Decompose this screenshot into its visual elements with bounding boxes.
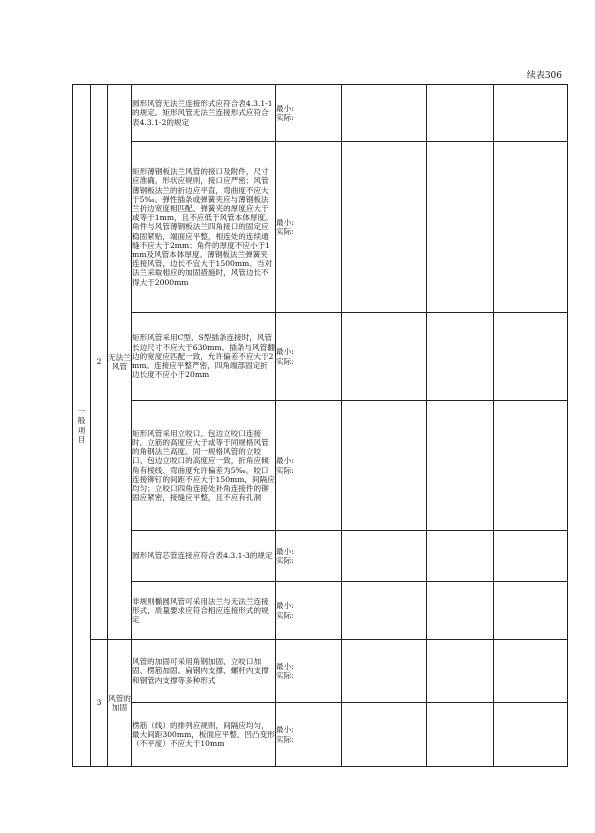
check-cell (276, 401, 342, 531)
check-cell (276, 142, 342, 313)
group-name-cell (108, 85, 132, 640)
min-label: 最小: (276, 217, 294, 227)
group-name-cell (108, 640, 132, 767)
actual-label: 实际: (276, 610, 294, 620)
group-number-cell (91, 85, 108, 640)
requirement-text: 楞筋（线）的排列应规则，间隔应均匀，最大间距300mm，板面应平整，凹凸变形（不平度）不应大于10mm (132, 720, 275, 749)
blank-cell (494, 85, 568, 142)
blank-cell (427, 531, 494, 582)
blank-cell (427, 582, 494, 640)
requirement-cell (132, 85, 276, 142)
blank-cell (342, 582, 427, 640)
actual-label: 实际: (276, 356, 294, 366)
requirement-cell (132, 142, 276, 313)
requirement-text: 风管的加固可采用角钢加固、立咬口加固、楞筋加固、扁钢内支撑、螺杆内支撑和钢管内支撑等多种形式 (132, 657, 269, 685)
blank-cell (494, 640, 568, 703)
blank-cell (494, 582, 568, 640)
table-row (73, 582, 568, 640)
check-cell (276, 313, 342, 401)
requirement-text: 矩形风管采用立咬口、包边立咬口连接时，立筋的高度应大于或等于同规格风管的角钢法兰高度。同一规格风管的立咬口、包边立咬口的高度应一致，折角应倾角有棱线、弯曲度允许偏差为5‰。咬口连接铆钉的间距不应大于150mm，间隔应均匀；立咬口四角连接处补角连接件的铆固应紧密，接缝应平整，且不应有孔洞 (132, 428, 275, 503)
min-label: 最小: (276, 546, 294, 556)
blank-cell (342, 142, 427, 313)
requirement-text: 矩形薄钢板法兰风管的接口及附件，尺寸应准确，形状应规则，接口应严密；风管薄钢板法兰的折边应平直，弯曲度不应大于5‰。弹性插条或弹簧夹应与薄钢板法兰折边宽度相匹配，弹簧夹的厚度应大于或等于1mm，且不应低于风管本体厚度。角件与风管薄钢板法兰四角接口的固定应稳固紧贴，端面应平整，相连处的连续通缝不应大于2mm；角件的厚度不应小于1mm及风管本体厚度。薄钢板法兰弹簧夹连接风管，边长不宜大于1500mm。当对法兰采取相应的加固措施时，风管边长不得大于2000mm (132, 167, 273, 287)
blank-cell (342, 401, 427, 531)
check-cell (276, 703, 342, 767)
blank-cell (342, 313, 427, 401)
blank-cell (427, 703, 494, 767)
min-label: 最小: (276, 103, 294, 113)
inspection-table (72, 84, 568, 767)
check-cell (276, 531, 342, 582)
min-label: 最小: (276, 456, 294, 466)
requirement-text: 圆形风管无法兰连接形式应符合表4.3.1-1的规定。矩形风管无法兰连接形式应符合表4.3.1-2的规定 (132, 99, 273, 127)
blank-cell (494, 401, 568, 531)
min-label: 最小: (276, 661, 294, 671)
group-number-cell (91, 640, 108, 767)
blank-cell (342, 703, 427, 767)
requirement-text: 矩形风管采用C型、S型插条连接时，风管长边尺寸不应大于630mm。插条与风管翻边的宽度应匹配一致，允许偏差不应大于2mm。连接应平整严密，四角端部固定折边长度不应小于20mm (132, 333, 275, 380)
requirement-text: 非规则椭圆风管可采用法兰与无法兰连接形式，质量要求应符合相应连接形式的规定 (132, 596, 269, 625)
requirement-cell (132, 640, 276, 703)
check-cell (276, 582, 342, 640)
check-cell (276, 85, 342, 142)
continued-table-label: 续表306 (526, 71, 562, 81)
blank-cell (494, 531, 568, 582)
table-row (73, 142, 568, 313)
actual-label: 实际: (276, 227, 294, 236)
blank-cell (342, 531, 427, 582)
blank-cell (427, 142, 494, 313)
table-row (73, 85, 568, 142)
blank-cell (494, 313, 568, 401)
table-row (73, 640, 568, 703)
min-label: 最小: (276, 725, 294, 735)
actual-label: 实际: (276, 113, 294, 122)
requirement-cell (132, 313, 276, 401)
requirement-cell (132, 531, 276, 582)
blank-cell (342, 640, 427, 703)
requirement-cell (132, 582, 276, 640)
requirement-cell (132, 703, 276, 767)
actual-label: 实际: (276, 465, 294, 475)
blank-cell (427, 640, 494, 703)
blank-cell (427, 313, 494, 401)
table-row (73, 401, 568, 531)
group-name: 风管的加固 (108, 693, 131, 712)
table-row (73, 313, 568, 401)
requirement-cell (132, 401, 276, 531)
table-row (73, 703, 568, 767)
category-label: 一般项目 (77, 407, 86, 444)
requirement-text: 圆形风管芯管连接应符合表4.3.1-3的规定 (132, 551, 273, 561)
blank-cell (427, 401, 494, 531)
blank-cell (494, 142, 568, 313)
min-label: 最小: (276, 601, 294, 611)
actual-label: 实际: (276, 734, 294, 744)
group-number: 3 (96, 698, 102, 708)
table-row (73, 531, 568, 582)
check-cell (276, 640, 342, 703)
actual-label: 实际: (276, 556, 294, 565)
blank-cell (342, 85, 427, 142)
group-name: 无法兰风管 (108, 352, 131, 371)
min-label: 最小: (276, 347, 294, 357)
group-number: 2 (96, 357, 102, 367)
actual-label: 实际: (276, 671, 294, 680)
blank-cell (427, 85, 494, 142)
blank-cell (494, 703, 568, 767)
category-cell (73, 85, 91, 767)
